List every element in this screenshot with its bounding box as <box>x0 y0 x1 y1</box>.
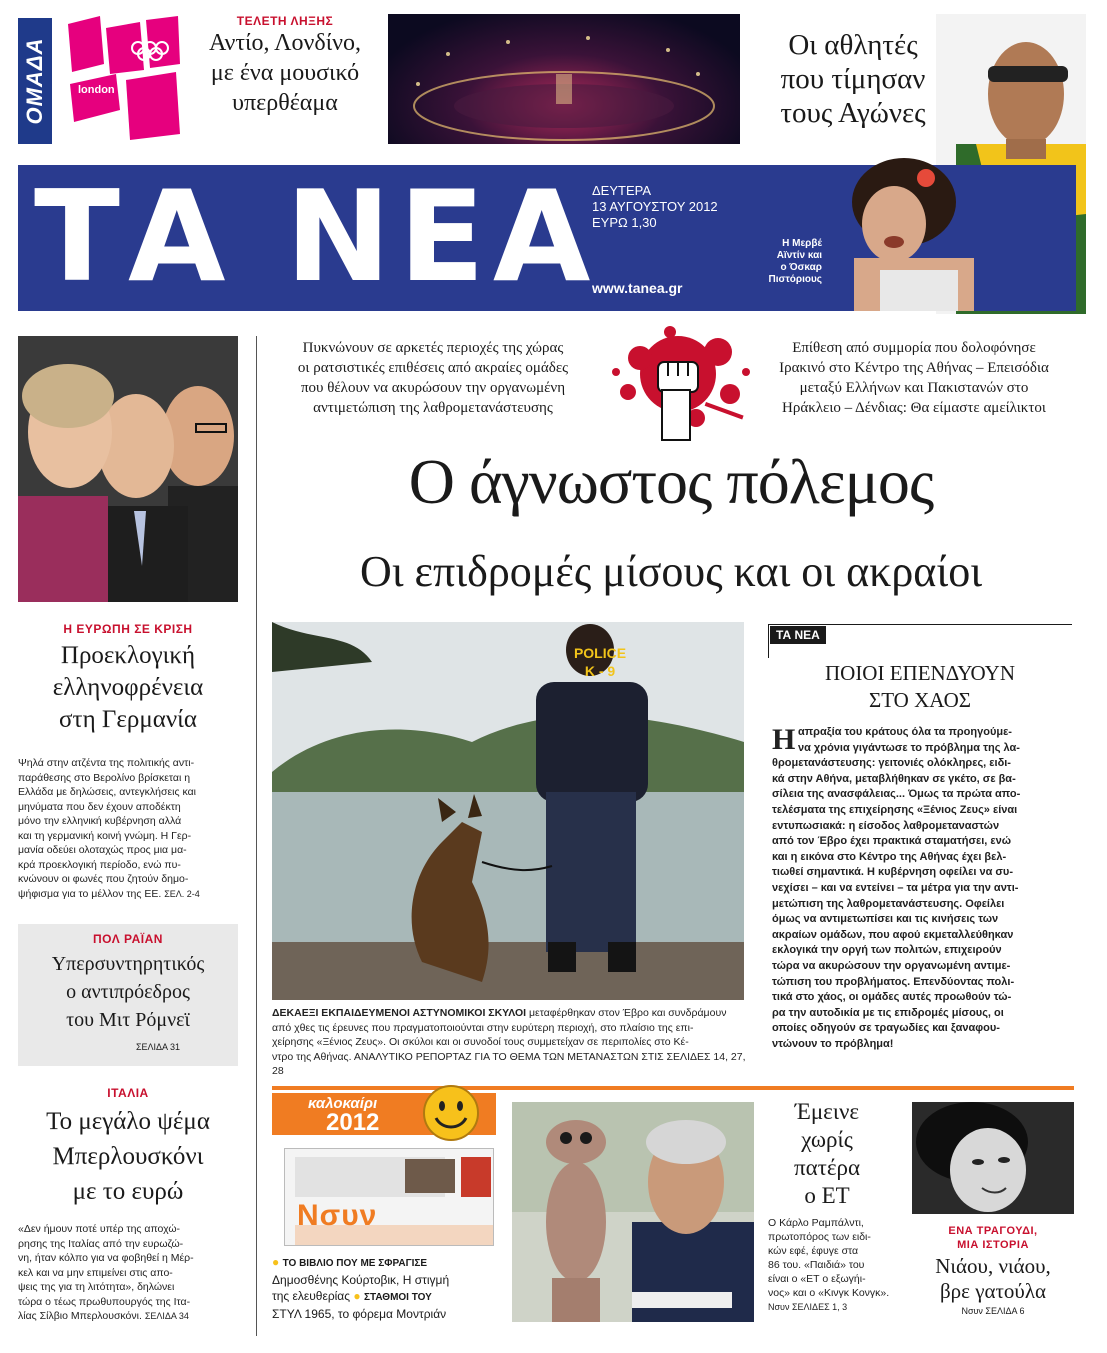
police-text-line-2: K - 9 <box>584 663 616 679</box>
caption-first: μεταφέρθηκαν στον Έβρο και συνδράμουν <box>528 1007 727 1019</box>
summer-label: καλοκαίρι <box>308 1095 378 1112</box>
stadium-photo <box>388 14 740 144</box>
athletes-headline-1: Οι αθλητές <box>788 29 918 61</box>
italy-line-2: ρησης της Ιταλίας από την ευρωζώ- <box>18 1237 184 1250</box>
editorial-line-8: τιωθεί σημαντικά. Η κυβέρνηση οφείλει να συ- <box>772 866 1013 879</box>
closing-ceremony-headline-2: με ένα μουσικό <box>210 60 360 86</box>
europe-line-6: και τη γερμανική κοινή γνώμη. Η Γερ- <box>18 829 192 842</box>
song-kicker-2: ΜΙΑ ΙΣΤΟΡΙΑ <box>957 1239 1029 1251</box>
europe-line-8: κρά προεκλογική περίοδο, ενώ πυ- <box>18 858 181 871</box>
italy-story[interactable] <box>18 1086 238 1209</box>
italy-line-3: νη, ήταν κόλπο για να φοβηθεί η Μέρ- <box>18 1252 194 1264</box>
song-headline-2: βρε γατούλα <box>939 1279 1047 1303</box>
deck-right-line-3: μεταξύ Ελλήνων και Πακιστανών στο <box>799 380 1029 396</box>
merve-aydin-photo <box>824 140 1008 311</box>
europe-line-4: μηνύματα που δεν έχουν αποδέκτη <box>18 800 181 813</box>
europe-kicker: Η ΕΥΡΩΠΗ ΣΕ ΚΡΙΣΗ <box>63 622 193 636</box>
editorial-badge: ΤΑ ΝΕΑ <box>770 626 826 644</box>
song-kicker-1: ΕΝΑ ΤΡΑΓΟΥΔΙ, <box>948 1225 1038 1237</box>
masthead-dateline <box>592 183 718 231</box>
masthead-price: ΕΥΡΩ 1,30 <box>592 215 657 230</box>
et-line-3: κών εφέ, έφυγε στα <box>768 1245 859 1257</box>
masthead-website[interactable]: www.tanea.gr <box>592 280 683 296</box>
caption-lead: ΔΕΚΑΕΞΙ ΕΚΠΑΙΔΕΥΜΕΝΟΙ ΑΣΤΥΝΟΜΙΚΟΙ ΣΚΥΛΟΙ <box>272 1007 527 1019</box>
italy-headline-3: με το ευρώ <box>72 1178 184 1205</box>
police-vest-text <box>562 644 638 680</box>
europe-line-1: Ψηλά στην ατζέντα της πολιτικής αντι- <box>18 757 195 769</box>
italy-headline-1: Το μεγάλο ψέμα <box>46 1108 210 1135</box>
police-dog-photo <box>272 622 744 1000</box>
ryan-page-ref[interactable]: ΣΕΛΙΔΑ 31 <box>135 1042 181 1052</box>
italy-body <box>18 1222 240 1324</box>
italy-line-5: ψεις της για τη λιτότητα», δηλώνει <box>18 1281 175 1293</box>
section-label-text: ΟΜΑΔΑ <box>22 37 47 125</box>
closing-ceremony-kicker: ΤΕΛΕΤΗ ΛΗΞΗΣ <box>236 14 334 28</box>
et-line-1: Ο Κάρλο Ραμπάλντι, <box>768 1217 864 1229</box>
italy-last-line: λίας Σίλβιο Μπερλουσκόνι. <box>18 1310 142 1322</box>
editorial-line-7: και η εικόνα στο Κέντρο της Αθήνας έχει βελ- <box>772 850 1007 863</box>
europe-body <box>18 756 240 901</box>
photo-caption-line-1: Η Μερβέ <box>782 238 822 249</box>
editorial-line-11: όμως να αντιμετωπίσει και τις κινήσεις των <box>772 913 999 926</box>
italy-line-1: «Δεν ήμουν ποτέ υπέρ της αποχώ- <box>18 1223 181 1235</box>
athletes-story[interactable] <box>746 28 960 130</box>
et-headline-4: ο ΕΤ <box>804 1183 850 1208</box>
lead-headline[interactable]: Ο άγνωστος πόλεμος <box>408 446 934 517</box>
london-2012-logo <box>60 14 184 146</box>
europe-line-10-text: ψήφισμα για το μέλλον της ΕΕ. <box>18 887 162 900</box>
italy-line-7 <box>18 1309 240 1324</box>
europe-line-10 <box>18 887 240 902</box>
editorial-line-19: ντώνουν το πρόβλημα! <box>772 1037 894 1050</box>
photo-caption-line-2: Αϊντίν και <box>776 250 822 261</box>
closing-ceremony-headline-3: υπερθέαμα <box>232 90 338 116</box>
column-divider <box>256 336 257 1336</box>
editorial-headline[interactable] <box>768 660 1072 714</box>
lead-deck-right <box>752 338 1076 418</box>
summer-year: 2012 <box>326 1109 380 1136</box>
ryan-headline-3: του Μιτ Ρόμνεϊ <box>66 1009 190 1031</box>
editorial-first-line-2: να χρόνια γιγάντωσε το πρόβλημα της λα- <box>798 741 1020 754</box>
athletes-headline-2: που τίμησαν <box>780 63 926 95</box>
editorial-body <box>772 725 1076 1052</box>
photo-caption-line-4: Πιστόριους <box>768 274 822 285</box>
magazine-title: Νσυν <box>297 1199 378 1232</box>
fist-icon <box>606 322 754 444</box>
europe-story[interactable] <box>18 622 238 736</box>
book-kicker-text: ΤΟ ΒΙΒΛΙΟ ΠΟΥ ΜΕ ΣΦΡΑΓΙΣΕ <box>282 1258 428 1269</box>
editorial-line-13: εκλογικά την οργή των πολιτών, επιχειρούν <box>772 944 1002 957</box>
song-page-ref[interactable]: Νσυν ΣΕΛΙΔΑ 6 <box>961 1306 1025 1316</box>
book-kicker-2: ΣΤΑΘΜΟΙ ΤΟΥ <box>363 1292 432 1303</box>
bottom-rule <box>272 1086 1074 1090</box>
book-story[interactable] <box>272 1254 498 1322</box>
song-headline-1: Νιάου, νιάου, <box>935 1254 1051 1278</box>
et-headline[interactable] <box>764 1098 890 1210</box>
deck-left-line-3: που θέλουν να ακυρώσουν την οργανωμένη <box>300 380 566 396</box>
editorial-line-2: κά στην Αθήνα, μεταβλήθηκαν σε γκέτο, σε βα- <box>772 772 1016 785</box>
editorial-drop-cap: Η <box>772 723 796 756</box>
caption-line-1 <box>272 1006 746 1021</box>
et-headline-2: χωρίς <box>801 1127 853 1152</box>
et-page-ref[interactable]: Νσυν ΣΕΛΙΔΕΣ 1, 3 <box>768 1302 848 1312</box>
deck-right-line-1: Επίθεση από συμμορία που δολοφόνησε <box>792 340 1036 356</box>
deck-right-line-2: Ιρακινό στο Κέντρο της Αθήνας – Επεισόδια <box>779 360 1049 376</box>
deck-left-line-2: οι ρατσιστικές επιθέσεις από ακραίες ομάδες <box>297 360 569 376</box>
europe-headline-1: Προεκλογική <box>60 642 196 669</box>
editorial-line-3: σίλεια της ανασφάλειας... Όμως τα πρώτα απο- <box>772 788 1021 801</box>
photo-caption-line-3: ο Όσκαρ <box>780 262 822 273</box>
lead-subheadline[interactable]: Οι επιδρομές μίσους και οι ακραίοι <box>359 547 983 596</box>
editorial-line-6: από τον Έβρο έχει πρακτικά σταματήσει, ενώ <box>772 835 1011 848</box>
masthead-photo-caption <box>752 238 822 286</box>
et-body <box>768 1216 906 1314</box>
book-line-2 <box>272 1288 498 1306</box>
athletes-headline-3: τους Αγώνες <box>780 97 926 129</box>
editorial-line-17: ρα την αυτοδικία με τις επιδρομές μίσους, οι <box>772 1006 1004 1019</box>
et-line-6: νος» και ο «Κινγκ Κονγκ». <box>768 1287 890 1299</box>
ryan-headline-1: Υπερσυντηρητικός <box>51 953 205 975</box>
editorial-headline-2: ΣΤΟ ΧΑΟΣ <box>869 688 971 712</box>
europe-headline-3: στη Γερμανία <box>59 706 197 733</box>
italy-page-ref[interactable]: ΣΕΛΙΔΑ 34 <box>144 1311 189 1321</box>
deck-right-line-4: Ηράκλειο – Δένδιας: Θα είμαστε αμείλικτοι <box>782 400 1046 416</box>
ryan-box[interactable] <box>18 924 238 1066</box>
caption-line-2: από χθες τις έρευνες που πραγματοποιούνται στην ευρύτερη περιοχή, στο πλαίσιο της επι- <box>272 1021 694 1034</box>
book-line-3: ΣΤΥΛ 1965, το φόρεμα Μοντριάν <box>272 1307 447 1321</box>
closing-ceremony-story[interactable] <box>188 14 382 118</box>
ryan-headline-2: ο αντιπρόεδρος <box>66 981 190 1003</box>
europe-headline-2: ελληνοφρένεια <box>52 674 204 701</box>
europe-line-2: παράθεσης στο Βερολίνο βρίσκεται η <box>18 771 191 784</box>
et-line-2: πρωτοπόρος των ειδι- <box>768 1231 871 1243</box>
europe-line-9: κνώνουν οι φωνές που ζητούν δημο- <box>18 873 189 885</box>
et-headline-3: πατέρα <box>793 1155 861 1180</box>
europe-page-ref[interactable]: ΣΕΛ. 2-4 <box>164 888 200 899</box>
closing-ceremony-headline-1: Αντίο, Λονδίνο, <box>208 30 362 56</box>
magazine-thumbnail[interactable] <box>284 1148 494 1246</box>
singer-photo <box>912 1102 1074 1214</box>
caption-line-3: χείρησης «Ξένιος Ζευς». Οι σκύλοι και οι συνοδοί τους συμμετείχαν σε περιπολίες στο Κέ- <box>272 1036 689 1048</box>
lead-deck-left <box>266 338 600 418</box>
editorial-line-9: νεχίσει – και να εντείνει – τα μέτρα για την αντι- <box>772 881 1019 894</box>
masthead-date: 13 ΑΥΓΟΥΣΤΟΥ 2012 <box>592 199 718 214</box>
europe-line-7: μανία οδεύει ολοταχώς προς μια μα- <box>18 844 187 856</box>
editorial-line-14: τώρα να ακυρώσουν την οργανωμένη αντιμε- <box>772 959 1011 972</box>
et-line-4: 86 του. «Παιδιά» του <box>768 1259 865 1271</box>
editorial-line-18: οποίες οδηγούν σε τραγωδίες και ξαναφου- <box>772 1022 1000 1035</box>
ryan-kicker: ΠΟΛ ΡΑΪΑΝ <box>93 932 163 946</box>
book-kicker <box>272 1254 498 1272</box>
et-headline-1: Έμεινε <box>794 1099 860 1124</box>
italy-line-6: τώρα ο τέως πρωθυπουργός της Ιτα- <box>18 1295 191 1308</box>
editorial-line-4: τελέσματα της επιχείρησης «Ξένιος Ζευς» είναι <box>772 803 1018 816</box>
editorial-line-5: εντυπωσιακά: η είσοδος λαθρομεταναστών <box>772 819 1000 832</box>
et-photo <box>512 1102 754 1322</box>
police-photo-caption <box>272 1006 746 1079</box>
europe-line-3: Ελλάδα με δηλώσεις, αντεγκλήσεις και <box>18 786 196 798</box>
deck-left-line-4: αντιμετώπιση της λαθρομετανάστευσης <box>313 400 553 416</box>
caption-line-4[interactable]: ντρο της Αθήνας. ΑΝΑΛΥΤΙΚΟ ΡΕΠΟΡΤΑΖ ΓΙΑ ΤΟ ΘΕΜΑ ΤΩΝ ΜΕΤΑΝΑΣΤΩΝ ΣΤΙΣ ΣΕΛΙΔΕΣ 14, 27, 28 <box>272 1050 746 1077</box>
et-line-5: είναι ο «ΕΤ ο εξωγήι- <box>768 1273 866 1285</box>
masthead-day: ΔΕΥΤΕΡΑ <box>592 183 652 198</box>
book-line-2-text: της ελευθερίας <box>272 1289 351 1303</box>
italy-kicker: ΙΤΑΛΙΑ <box>107 1086 149 1100</box>
italy-line-4: κελ και να μην επιμείνει στις απο- <box>18 1266 173 1279</box>
editorial-line-10: μετώπιση της λαθρομετανάστευσης. Οφείλει <box>772 897 1005 910</box>
song-story[interactable] <box>912 1224 1074 1316</box>
europe-line-5: μόνο την ελληνική κυβέρνηση αλλά <box>18 815 182 827</box>
police-text-line-1: POLICE <box>573 645 627 661</box>
editorial-line-1: θρομετανάστευσης: γειτονιές ολόκληρες, ειδι- <box>772 757 1011 770</box>
book-bullet-icon: ● <box>272 1255 283 1269</box>
editorial-line-15: τώπιση του προβλήματος. Επενδύοντας πολι- <box>772 975 1015 988</box>
style-bullet-icon: ● <box>353 1289 361 1303</box>
smiley-icon <box>422 1084 480 1142</box>
editorial-line-16: τικά στο χάος, οι ομάδες αυτές προωθούν τώ- <box>772 991 1012 1004</box>
logo-word: london <box>78 84 115 96</box>
editorial-line-12: ακραίων ομάδων, που αφού εκμεταλλεύθηκαν <box>772 928 1014 941</box>
section-label-omada <box>18 18 52 144</box>
masthead-title[interactable]: ΤΑ ΝΕΑ <box>34 163 599 310</box>
italy-headline-2: Μπερλουσκόνι <box>52 1143 204 1170</box>
politicians-photo <box>18 336 238 602</box>
deck-left-line-1: Πυκνώνουν σε αρκετές περιοχές της χώρας <box>302 340 564 356</box>
editorial-headline-1: ΠΟΙΟΙ ΕΠΕΝΔΥΟΥΝ <box>824 661 1016 685</box>
editorial-first-line-1: απραξία του κράτους όλα τα προηγούμε- <box>798 726 1012 738</box>
book-line-1: Δημοσθένης Κούρτοβικ, Η στιγμή <box>272 1273 450 1287</box>
